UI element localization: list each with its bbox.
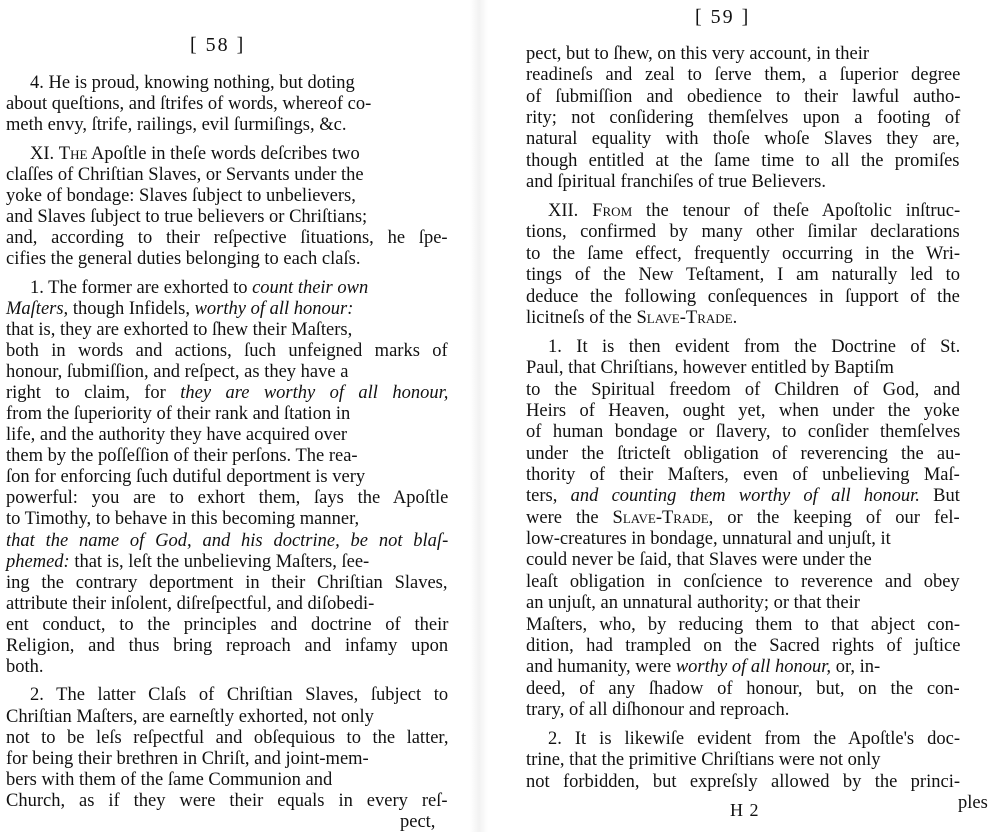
left-page-line: attribute their inſolent, diſreſpectful, and diſobedi- bbox=[6, 593, 375, 614]
book-gutter bbox=[470, 0, 488, 832]
right-page-line: and ſpiritual franchiſes of true Believers. bbox=[526, 172, 827, 193]
left-page-line: Maſters, though Infidels, worthy of all honour: bbox=[6, 298, 354, 319]
right-page-line: readineſs and zeal to ſerve them, a ſuperior degree bbox=[526, 65, 961, 86]
right-page-line: deduce the following conſequences in ſupport of the bbox=[526, 286, 960, 307]
page-number-right: [ 59 ] bbox=[695, 6, 751, 28]
right-page-line: tings of the New Teſtament, I am naturally led to bbox=[526, 265, 961, 286]
left-page-line: pect, bbox=[400, 812, 436, 832]
right-page-line: 2. It is likewiſe evident from the Apoſtle's doc- bbox=[548, 728, 960, 749]
left-page bbox=[0, 0, 455, 832]
right-page-line: 1. It is then evident from the Doctrine of St. bbox=[548, 336, 961, 357]
left-page-line: right to claim, for they are worthy of all honour, bbox=[6, 382, 449, 403]
left-page-line: that the name of God, and his doctrine, be not blaſ- bbox=[6, 530, 449, 551]
right-page-line: tions, confirmed by many other ſimilar declarations bbox=[526, 222, 960, 243]
left-page-line: 4. He is proud, knowing nothing, but doting bbox=[30, 73, 355, 93]
left-page-line: for being their brethren in Chriſt, and joint-mem- bbox=[6, 748, 369, 769]
left-page-line: 2. The latter Claſs of Chriſtian Slaves, ſubject to bbox=[30, 685, 449, 706]
left-page-line: Religion, and thus bring reproach and infamy upon bbox=[6, 635, 449, 656]
left-page-line: Church, as if they were their equals in every reſ- bbox=[6, 790, 448, 811]
right-page-line: trary, of all diſhonour and reproach. bbox=[526, 700, 790, 721]
right-page-line: Maſters, who, by reducing them to that abject con- bbox=[526, 614, 961, 635]
left-page-line: both in words and actions, ſuch unfeigned marks of bbox=[6, 340, 448, 361]
right-page-line: pect, but to ſhew, on this very account, in their bbox=[526, 44, 870, 64]
left-page-line: powerful: you are to exhort them, ſays the Apoſtle bbox=[6, 488, 449, 509]
signature-mark: H 2 bbox=[730, 800, 760, 820]
right-page bbox=[490, 0, 1000, 832]
right-page-line: though entitled at the ſame time to all the promiſes bbox=[526, 150, 960, 171]
right-page-line: not forbidden, but expreſsly allowed by the princi- bbox=[526, 771, 960, 792]
left-page-line: cifies the general duties belonging to each claſs. bbox=[6, 249, 361, 270]
right-page-line: XII. From the tenour of theſe Apoſtolic inſtruc- bbox=[548, 201, 961, 222]
left-page-line: bers with them of the ſame Communion and bbox=[6, 769, 333, 790]
right-page-line: low-creatures in bondage, unnatural and unjuſt, it bbox=[526, 529, 891, 550]
right-page-line: natural equality with thoſe whoſe Slaves they are, bbox=[526, 129, 960, 150]
right-page-line: of ſubmiſſion and obedience to their lawful autho- bbox=[526, 86, 961, 107]
right-page-line: Heirs of Heaven, ought yet, when under the yoke bbox=[526, 400, 960, 421]
right-page-line: rity; not conſidering themſelves upon a footing of bbox=[526, 108, 961, 129]
right-page-line: of human bondage or ſlavery, to conſider themſelves bbox=[526, 422, 961, 443]
right-page-line: an unjuſt, an unnatural authority; or that their bbox=[526, 593, 860, 614]
left-page-line: Chriſtian Maſters, are earneſtly exhorted, not only bbox=[6, 706, 374, 727]
left-page-line: claſſes of Chriſtian Slaves, or Servants under the bbox=[6, 164, 364, 185]
left-page-line: them by the poſſeſſion of their perſons. The rea- bbox=[6, 446, 358, 467]
left-page-line: XI. The Apoſtle in theſe words deſcribes two bbox=[30, 143, 360, 164]
right-page-line: ples bbox=[958, 793, 988, 813]
right-page-line: ters, and counting them worthy of all honour. But bbox=[526, 486, 960, 507]
left-page-line: not to be leſs reſpectful and obſequious to the latter, bbox=[6, 727, 449, 748]
right-page-line: to the ſame effect, frequently occurring in the Wri- bbox=[526, 243, 961, 264]
page-number-left: [ 58 ] bbox=[190, 34, 246, 56]
left-page-line: that is, they are exhorted to ſhew their Maſters, bbox=[6, 319, 353, 340]
right-page-line: and humanity, were worthy of all honour, or, in- bbox=[526, 657, 881, 678]
right-page-line: Paul, that Chriſtians, however entitled by Baptiſm bbox=[526, 358, 894, 379]
right-page-line: dition, had trampled on the Sacred rights of juſtice bbox=[526, 635, 961, 656]
right-page-line: could never be ſaid, that Slaves were under the bbox=[526, 550, 872, 571]
right-page-line: to the Spiritual freedom of Children of God, and bbox=[526, 379, 961, 400]
right-page-line: deed, of any ſhadow of honour, but, on the con- bbox=[526, 678, 960, 699]
right-page-line: under the ſtricteſt obligation of reverencing the au- bbox=[526, 443, 961, 464]
right-page-line: licitneſs of the Slave-Trade. bbox=[526, 307, 738, 328]
left-page-line: ent conduct, to the principles and doctrine of their bbox=[6, 614, 449, 635]
left-page-line: honour, ſubmiſſion, and reſpect, as they have a bbox=[6, 361, 349, 382]
left-page-line: phemed: that is, leſt the unbelieving Maſters, ſee- bbox=[6, 551, 370, 572]
left-page-line: ſon for enforcing ſuch dutiful deportment is very bbox=[6, 467, 366, 488]
left-page-line: and Slaves ſubject to true believers or Chriſtians; bbox=[6, 206, 368, 227]
left-page-line: both. bbox=[6, 657, 44, 678]
left-page-line: about queſtions, and ſtrifes of words, whereof co- bbox=[6, 94, 372, 115]
left-page-line: yoke of bondage: Slaves ſubject to unbelievers, bbox=[6, 185, 356, 206]
left-page-line: ing the contrary deportment in their Chriſtian Slaves, bbox=[6, 572, 448, 593]
left-page-line: from the ſuperiority of their rank and ſtation in bbox=[6, 404, 351, 425]
left-page-line: life, and the authority they have acquired over bbox=[6, 425, 348, 446]
right-page-line: thority of their Maſters, even of unbelieving Maſ- bbox=[526, 464, 960, 485]
right-page-line: trine, that the primitive Chriſtians were not only bbox=[526, 750, 881, 771]
left-page-line: and, according to their reſpective ſituations, he ſpe- bbox=[6, 227, 448, 248]
right-page-line: were the Slave-Trade, or the keeping of our fel- bbox=[526, 507, 960, 528]
left-page-line: 1. The former are exhorted to count their own bbox=[30, 277, 369, 298]
left-page-line: to Timothy, to behave in this becoming manner, bbox=[6, 509, 360, 530]
right-page-line: leaſt obligation in conſcience to reverence and obey bbox=[526, 571, 960, 592]
left-page-line: meth envy, ſtrife, railings, evil ſurmiſings, &c. bbox=[6, 115, 347, 136]
